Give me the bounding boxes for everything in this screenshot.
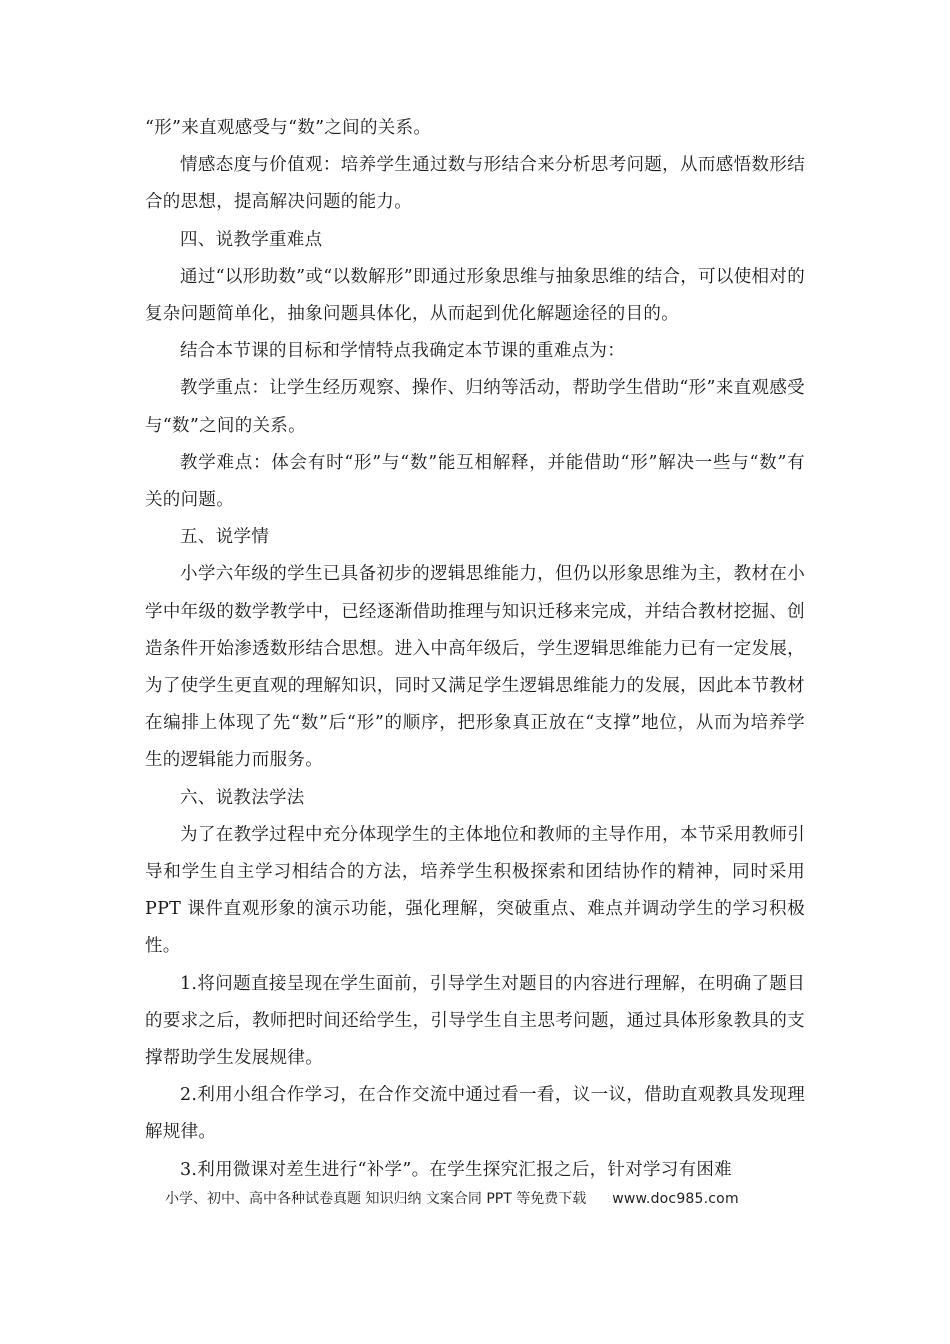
paragraph-8: 为了在教学过程中充分体现学生的主体地位和教师的主导作用，本节采用教师引导和学生自主学习相结合的方法，培养学生积极探索和团结协作的精神，同时采用 PPT 课件直观形象的演示功能，强化理解，突破重点、难点并调动学生的学习积极性。 [145, 824, 805, 957]
footer-url[interactable]: www.doc985.com [612, 1191, 739, 1207]
paragraph-1: “形”来直观感受与“数”之间的关系。 [145, 118, 432, 138]
paragraph-5: 教学重点：让学生经历观察、操作、归纳等活动，帮助学生借助“形”来直观感受与“数”之间的关系。 [145, 378, 805, 436]
paragraph-4: 结合本节课的目标和学情特点我确定本节课的重难点为： [180, 341, 625, 362]
paragraph-2: 情感态度与价值观：培养学生通过数与形结合来分析思考问题，从而感悟数形结合的思想，提高解决问题的能力。 [145, 155, 805, 213]
paragraph-7: 小学六年级的学生已具备初步的逻辑思维能力，但仍以形象思维为主，教材在小学中年级的数学教学中，已经逐渐借助推理与知识迁移来完成，并结合教材挖掘、创造条件开始渗透数形结合思想。进入中高年级后，学生逻辑思维能力已有一定发展，为了使学生更直观的理解知识，同时又满足学生逻辑思维能力的发展，因此本节教材在编排上体现了先“数”后“形”的顺序，把形象真正放在“支撑”地位，从而为培养学生的逻辑能力而服务。 [145, 564, 805, 771]
footer-text: 小学、初中、高中各种试卷真题 知识归纳 文案合同 PPT 等免费下载 [165, 1191, 587, 1207]
section-heading-6: 六、说教法学法 [180, 787, 305, 808]
list-item-2: 2.利用小组合作学习，在合作交流中通过看一看，议一议，借助直观教具发现理解规律。 [145, 1085, 805, 1143]
paragraph-6: 教学难点：体会有时“形”与“数”能互相解释，并能借助“形”解决一些与“数”有关的问题。 [145, 452, 805, 511]
list-item-1: 1.将问题直接呈现在学生面前，引导学生对题目的内容进行理解，在明确了题目的要求之后，教师把时间还给学生，引导学生自主思考问题，通过具体形象教具的支撑帮助学生发展规律。 [145, 973, 805, 1069]
section-heading-4: 四、说教学重难点 [180, 229, 323, 250]
list-item-3: 3.利用微课对差生进行“补学”。在学生探究汇报之后，针对学习有困难 [180, 1159, 732, 1180]
paragraph-3: 通过“以形助数”或“以数解形”即通过形象思维与抽象思维的结合，可以使相对的复杂问题简单化，抽象问题具体化，从而起到优化解题途径的目的。 [145, 266, 805, 325]
page-footer [165, 1188, 805, 1208]
document-body [145, 110, 805, 1189]
section-heading-5: 五、说学情 [180, 527, 269, 548]
